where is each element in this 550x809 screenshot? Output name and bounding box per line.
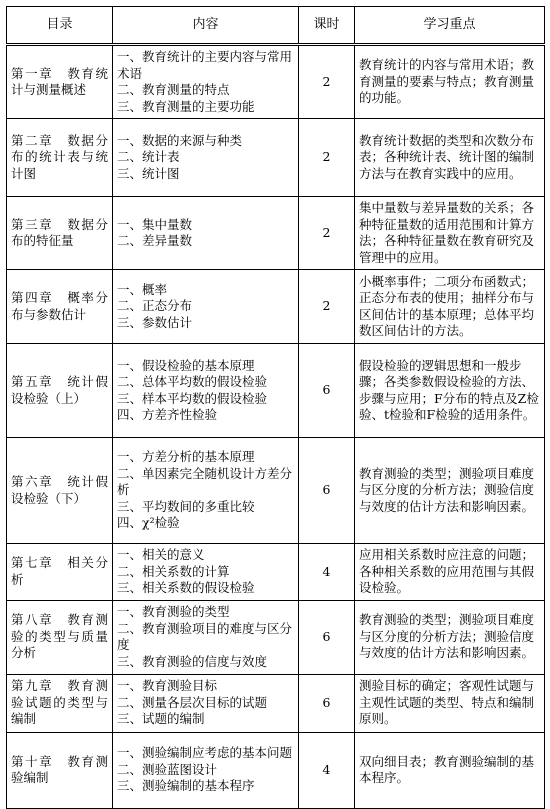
content-item: 二、正态分布 (117, 298, 193, 314)
content-item: 一、测验编制应考虑的基本问题 (117, 745, 293, 761)
content-item: 一、集中量数 (117, 216, 193, 232)
table-row (7, 674, 545, 732)
content-item: 三、参数估计 (117, 314, 193, 330)
learning-focus: 假设检验的逻辑思想和一般步骤；各类参数假设检验的方法、步骤与应用；F分布的特点及Z检验、t检验和F检验的适用条件。 (355, 344, 545, 438)
content-item: 二、差异量数 (117, 233, 193, 248)
content-item: 二、教育测量的特点 (117, 82, 230, 97)
class-hours: 6 (299, 438, 355, 544)
learning-focus: 集中量数与差异量数的关系；各种特征量数的适用范围和计算方法；各种特征量数在教育研究及管理中的应用。 (355, 197, 545, 270)
chapter-title: 第十章 教育测验编制 (7, 732, 113, 808)
chapter-title: 第四章 概率分布与参数估计 (7, 270, 113, 344)
table-header (7, 7, 545, 45)
content-item: 二、总体平均数的假设检验 (117, 374, 268, 389)
chapter-content (113, 438, 299, 544)
content-item: 二、测量各层次目标的试题 (117, 694, 268, 710)
learning-focus: 教育统计数据的类型和次数分布表；各种统计表、统计图的编制方法与在教育实践中的应用。 (355, 119, 545, 197)
chapter-title: 第八章 教育测验的类型与质量分析 (7, 600, 113, 674)
content-item: 一、教育统计的主要内容与常用术语 (117, 49, 293, 81)
content-item: 三、教育测量的主要功能 (117, 98, 255, 114)
class-hours: 2 (299, 197, 355, 270)
class-hours: 6 (299, 674, 355, 732)
table-row (7, 119, 545, 197)
learning-focus: 测验目标的确定；客观性试题与主观性试题的类型、特点和编制原则。 (355, 674, 545, 732)
chapter-title: 第九章 教育测验试题的类型与编制 (7, 674, 113, 732)
content-item: 三、教育测验的信度与效度 (117, 653, 268, 669)
chapter-title: 第六章 统计假设检验（下） (7, 438, 113, 544)
header-hours: 课时 (299, 7, 355, 45)
content-item: 一、数据的来源与种类 (117, 132, 243, 148)
chapter-title: 第一章 教育统计与测量概述 (7, 45, 113, 119)
content-item: 三、平均数间的多重比较 (117, 498, 255, 514)
class-hours: 6 (299, 344, 355, 438)
content-item: 二、统计表 (117, 149, 180, 165)
content-item: 三、试题的编制 (117, 711, 205, 727)
content-item: 三、测验编制的基本程序 (117, 778, 255, 794)
content-item: 二、教育测验项目的难度与区分度 (117, 620, 293, 652)
class-hours: 2 (299, 45, 355, 119)
table-row (7, 344, 545, 438)
chapter-content (113, 270, 299, 344)
learning-focus: 教育测验的类型；测验项目难度与区分度的分析方法；测验信度与效度的估计方法和影响因素。 (355, 600, 545, 674)
chapter-title: 第二章 数据分布的统计表与统计图 (7, 119, 113, 197)
content-item: 三、相关系数的假设检验 (117, 580, 255, 595)
content-item: 四、方差齐性检验 (117, 407, 218, 422)
table-row (7, 45, 545, 119)
content-item: 一、相关的意义 (117, 547, 205, 562)
content-item: 二、单因素完全随机设计方差分析 (117, 465, 293, 498)
table-row (7, 197, 545, 270)
class-hours: 4 (299, 732, 355, 808)
content-item: 一、教育测验目标 (117, 678, 218, 694)
table-row (7, 438, 545, 544)
syllabus-table (6, 6, 545, 809)
chapter-content (113, 544, 299, 601)
chapter-title: 第七章 相关分析 (7, 544, 113, 601)
content-item: 一、假设检验的基本原理 (117, 357, 255, 373)
class-hours: 6 (299, 600, 355, 674)
class-hours: 4 (299, 544, 355, 601)
header-focus: 学习重点 (355, 7, 545, 45)
content-item: 三、统计图 (117, 165, 180, 181)
chapter-title: 第三章 数据分布的特征量 (7, 197, 113, 270)
learning-focus: 教育统计的内容与常用术语；教育测量的要素与特点；教育测量的功能。 (355, 45, 545, 119)
content-item: 一、教育测验的类型 (117, 604, 230, 619)
learning-focus: 教育测验的类型；测验项目难度与区分度的分析方法；测验信度与效度的估计方法和影响因素。 (355, 438, 545, 544)
content-item: 二、测验蓝图设计 (117, 761, 218, 777)
table-row (7, 270, 545, 344)
content-item: 二、相关系数的计算 (117, 563, 230, 579)
chapter-content (113, 732, 299, 808)
content-item: 一、概率 (117, 281, 168, 297)
chapter-content (113, 119, 299, 197)
chapter-content (113, 344, 299, 438)
chapter-content (113, 197, 299, 270)
content-item: 四、χ²检验 (117, 515, 180, 531)
class-hours: 2 (299, 119, 355, 197)
table-row (7, 732, 545, 808)
learning-focus: 小概率事件；二项分布函数式；正态分布表的使用；抽样分布与区间估计的基本原理；总体平均数区间估计的方法。 (355, 270, 545, 344)
chapter-content (113, 600, 299, 674)
chapter-content (113, 674, 299, 732)
chapter-content (113, 45, 299, 119)
header-content: 内容 (113, 7, 299, 45)
header-directory: 目录 (7, 7, 113, 45)
content-item: 三、样本平均数的假设检验 (117, 390, 268, 406)
chapter-title: 第五章 统计假设检验（上） (7, 344, 113, 438)
class-hours: 2 (299, 270, 355, 344)
learning-focus: 应用相关系数时应注意的问题；各种相关系数的应用范围与其假设检验。 (355, 544, 545, 601)
header-row (7, 7, 545, 45)
table-row (7, 544, 545, 601)
table-row (7, 600, 545, 674)
syllabus-table-container (6, 6, 544, 809)
learning-focus: 双向细目表；教育测验编制的基本程序。 (355, 732, 545, 808)
content-item: 一、方差分析的基本原理 (117, 449, 255, 465)
table-body (7, 45, 545, 809)
